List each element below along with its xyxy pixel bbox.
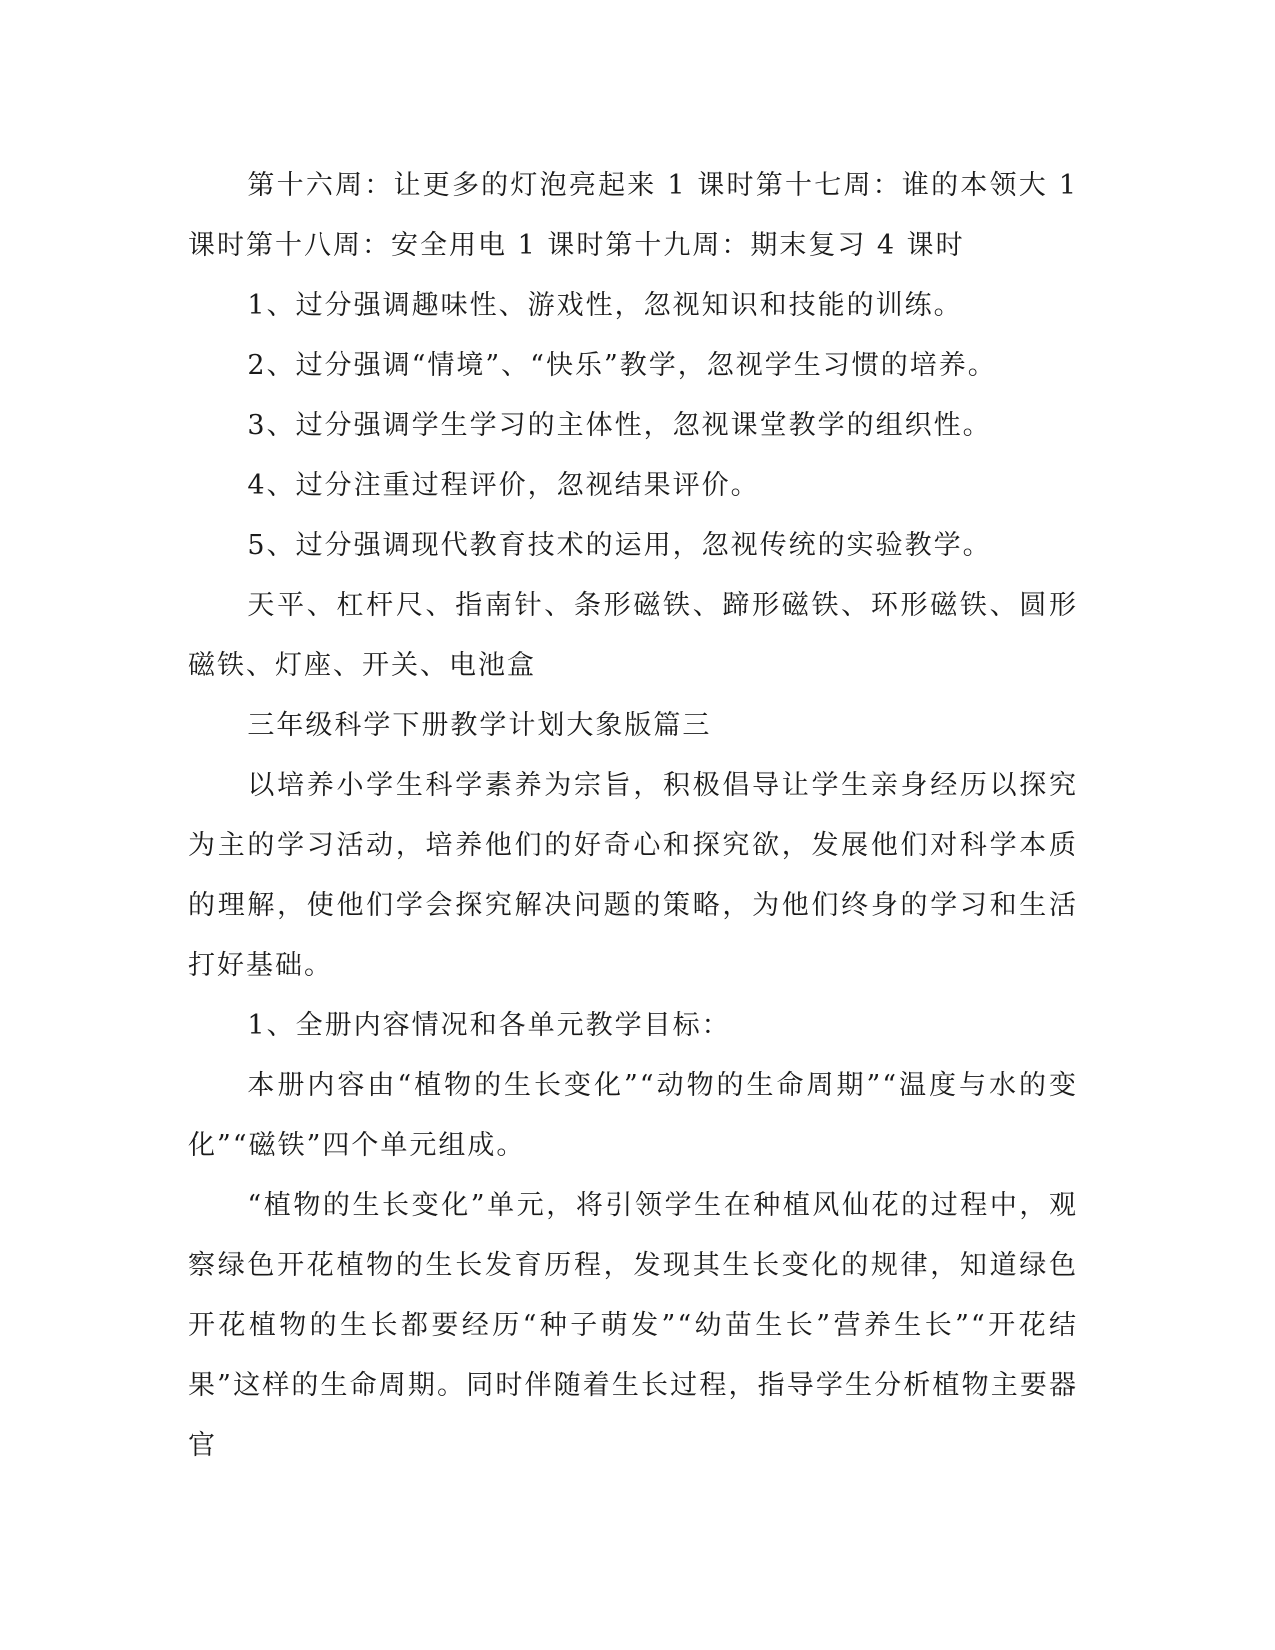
paragraph-units: 本册内容由“植物的生长变化”“动物的生命周期”“温度与水的变化”“磁铁”四个单元组成。: [188, 1070, 1078, 1161]
paragraph-equipment: 天平、杠杆尺、指南针、条形磁铁、蹄形磁铁、环形磁铁、圆形磁铁、灯座、开关、电池盒: [188, 590, 1078, 681]
paragraph-item-3: 3、过分强调学生学习的主体性，忽视课堂教学的组织性。: [247, 410, 992, 441]
section-heading: 三年级科学下册教学计划大象版篇三: [247, 710, 712, 741]
paragraph-schedule: 第十六周：让更多的灯泡亮起来 1 课时第十七周：谁的本领大 1 课时第十八周：安全用电 1 课时第十九周：期末复习 4 课时: [188, 170, 1078, 261]
paragraph-item-1: 1、过分强调趣味性、游戏性，忽视知识和技能的训练。: [247, 290, 963, 321]
paragraph-objectives-heading: 1、全册内容情况和各单元教学目标：: [247, 1010, 731, 1041]
paragraph-item-5: 5、过分强调现代教育技术的运用，忽视传统的实验教学。: [247, 530, 992, 561]
paragraph-item-2: 2、过分强调“情境”、“快乐”教学，忽视学生习惯的培养。: [247, 350, 997, 381]
paragraph-purpose: 以培养小学生科学素养为宗旨，积极倡导让学生亲身经历以探究为主的学习活动，培养他们的好奇心和探究欲，发展他们对科学本质的理解，使他们学会探究解决问题的策略，为他们终身的学习和生活打好基础。: [188, 770, 1078, 981]
paragraph-plant-unit: “植物的生长变化”单元，将引领学生在种植风仙花的过程中，观察绿色开花植物的生长发育历程，发现其生长变化的规律，知道绿色开花植物的生长都要经历“种子萌发”“幼苗生长”营养生长”“开花结果”这样的生命周期。同时伴随着生长过程，指导学生分析植物主要器官: [188, 1190, 1078, 1461]
paragraph-item-4: 4、过分注重过程评价，忽视结果评价。: [247, 470, 760, 501]
document-body: [188, 156, 1078, 1476]
